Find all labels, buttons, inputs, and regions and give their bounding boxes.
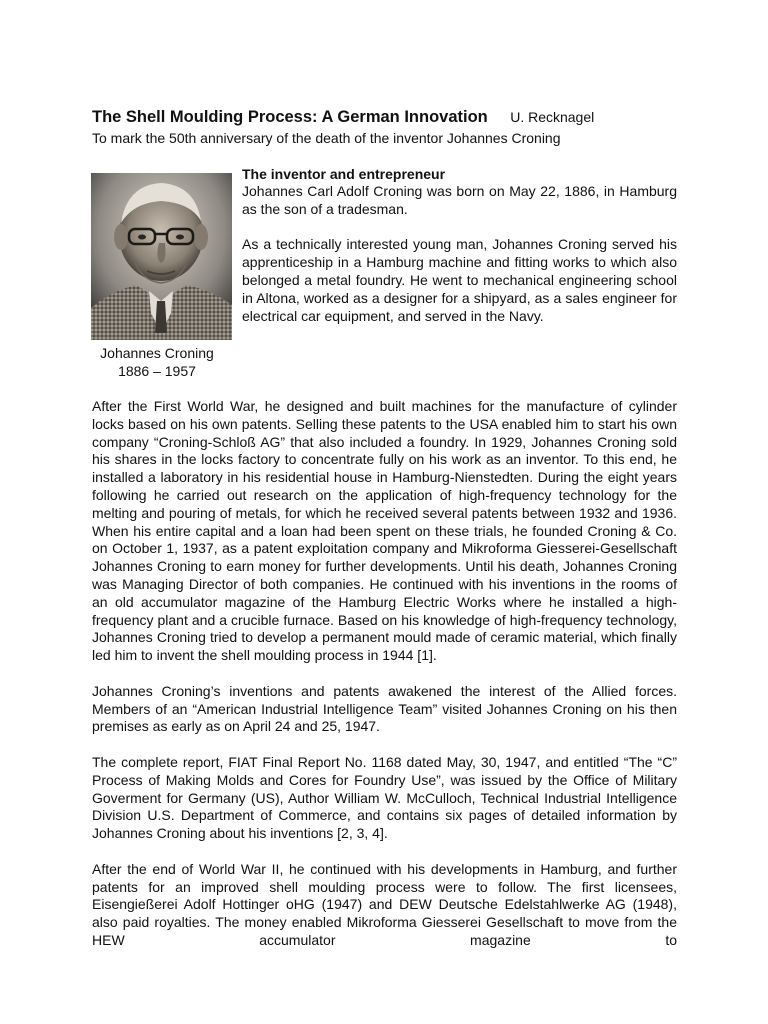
- paragraph-allied-interest: Johannes Croning’s inventions and patents awakened the interest of the Allied forces. Members of an “American Industrial Intelligence Team” visited Johannes Croning on his then premises as early as on April 24 and 25, 1947.: [92, 682, 677, 735]
- intro-column: [242, 165, 677, 343]
- portrait-photo: [91, 173, 232, 340]
- paragraph-postwar: After the end of World War II, he continued with his developments in Hamburg, and further patents for an improved shell moulding process were to follow. The first licensees, Eisengießerei Adolf Hottinger oHG (1947) and DEW Deutsche Edelstahlwerke AG (1948), also paid royalties. The money enabled Mikroforma Giesserei Gesellschaft to move from the HEW accumulator magazine to: [92, 860, 677, 948]
- document-subtitle: To mark the 50th anniversary of the death of the inventor Johannes Croning: [92, 130, 561, 146]
- author-name: U. Recknagel: [510, 109, 595, 125]
- photo-caption: [92, 344, 222, 380]
- title-row: [92, 108, 692, 127]
- caption-name: Johannes Croning: [100, 345, 214, 361]
- paragraph-fiat-report: The complete report, FIAT Final Report No. 1168 dated May, 30, 1947, and entitled “The “C” Process of Making Molds and Cores for Foundry Use”, was issued by the Office of Military Goverment for Germany (US), Author William W. McCulloch, Technical Industrial Intelligence Division U.S. Department of Commerce, and contains six pages of detailed information by Johannes Croning about his inventions [2, 3, 4].: [92, 753, 677, 842]
- portrait-image: [91, 173, 232, 340]
- paragraph-career: After the First World War, he designed and built machines for the manufacture of cylinder locks based on his own patents. Selling these patents to the USA enabled him to start his own company “Croning-Schloß AG” that also included a foundry. In 1929, Johannes Croning sold his shares in the locks factory to concentrate fully on his work as an inventor. To this end, he installed a laboratory in his residential house in Hamburg-Nienstedten. During the eight years following he carried out research on the application of high-frequency technology for the melting and pouring of metals, for which he received several patents between 1932 and 1936. When his entire capital and a loan had been spent on these trials, he founded Croning & Co. on October 1, 1937, as a patent exploitation company and Mikroforma Giesserei-Gesellschaft Johannes Croning to earn money for further developments. Until his death, Johannes Croning was Managing Director of both companies. He continued with his inventions in the rooms of an old accumulator magazine of the Hamburg Electric Works where he installed a high-frequency plant and a crucible furnace. Based on his knowledge of high-frequency technology, Johannes Croning tried to develop a permanent mould made of ceramic material, which finally led him to invent the shell moulding process in 1944 [1].: [92, 398, 677, 664]
- section-heading: The inventor and entrepreneur: [242, 166, 446, 182]
- document-title: The Shell Moulding Process: A German Innovation: [92, 108, 488, 126]
- paragraph-youth: As a technically interested young man, Johannes Croning served his apprenticeship in a Hamburg machine and fitting works to which also belonged a metal foundry. He went to mechanical engineering school in Altona, worked as a designer for a shipyard, as a sales engineer for electrical car equipment, and served in the Navy.: [242, 236, 677, 324]
- caption-years: 1886 – 1957: [118, 363, 196, 379]
- body-text: [92, 398, 677, 968]
- paragraph-birth: Johannes Carl Adolf Croning was born on May 22, 1886, in Hamburg as the son of a tradesman.: [242, 183, 677, 217]
